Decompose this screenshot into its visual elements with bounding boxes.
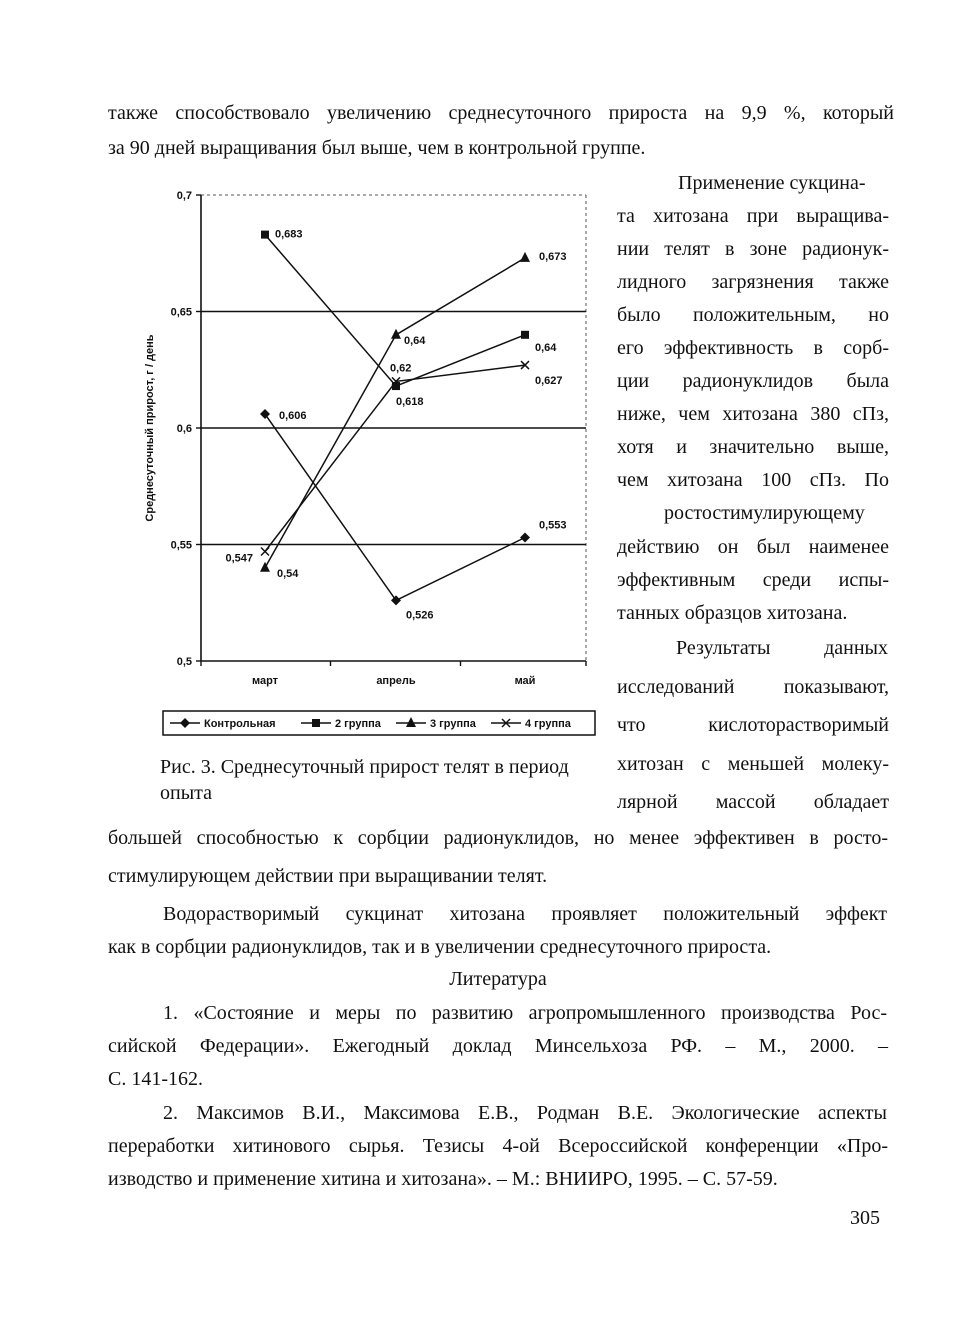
y-tick-label: 0,6 — [176, 423, 192, 435]
right-column-line: лярной массой обладает — [617, 791, 889, 813]
right-column-line: его эффективность в сорб- — [617, 337, 889, 359]
right-column-line: хитозан с меньшей молеку- — [617, 753, 889, 775]
reference-line: 2. Максимов В.И., Максимова Е.В., Родман В.Е. Экологические аспекты — [163, 1102, 887, 1124]
data-label: 0,606 — [279, 410, 307, 423]
right-column-line: нии телят в зоне радионук- — [617, 238, 889, 260]
body-text-line: стимулирующем действии при выращивании телят. — [108, 865, 548, 887]
right-column-line: чем хитозана 100 сПз. По — [617, 469, 889, 491]
body-text-line: как в сорбции радионуклидов, так и в увеличении среднесуточного прироста. — [108, 936, 772, 958]
right-column-line: что кислоторастворимый — [617, 714, 889, 736]
data-point — [406, 717, 416, 727]
data-label: 0,547 — [225, 552, 253, 565]
legend-label: 2 группа — [335, 718, 381, 730]
data-point — [520, 533, 530, 543]
data-label: 0,64 — [404, 334, 426, 347]
body-text-line: также способствовало увеличению среднесуточного прироста на 9,9 %, который — [108, 102, 894, 124]
right-column-line: эффективным среди испы- — [617, 569, 889, 591]
page-number: 305 — [850, 1207, 880, 1229]
data-point — [180, 718, 190, 728]
right-column-line: танных образцов хитозана. — [617, 602, 848, 624]
right-column-line: Применение сукцина- — [678, 172, 866, 194]
literature-heading: Литература — [449, 968, 547, 990]
data-point — [391, 329, 401, 339]
body-text-line: за 90 дней выращивания был выше, чем в контрольной группе. — [108, 137, 646, 159]
right-column-line: Результаты данных — [676, 637, 888, 659]
series-line — [265, 365, 525, 551]
y-tick-label: 0,5 — [176, 656, 192, 668]
x-tick-label: апрель — [376, 675, 416, 687]
reference-line: изводство и применение хитина и хитозана». – М.: ВНИИРО, 1995. – С. 57-59. — [108, 1168, 778, 1190]
right-column-line: хотя и значительно выше, — [617, 436, 889, 458]
data-label: 0,683 — [275, 228, 303, 241]
x-tick-label: май — [514, 675, 536, 687]
body-text-line: большей способностью к сорбции радионуклидов, но менее эффективен в росто- — [108, 827, 888, 849]
chart — [140, 180, 610, 740]
data-label: 0,618 — [396, 396, 424, 409]
data-label: 0,553 — [539, 519, 567, 532]
legend-label: 4 группа — [525, 718, 571, 730]
data-label: 0,62 — [390, 362, 412, 375]
reference-line: С. 141-162. — [108, 1068, 203, 1090]
body-text-line: Водорастворимый сукцинат хитозана проявляет положительный эффект — [163, 903, 887, 925]
reference-line: переработки хитинового сырья. Тезисы 4-ой Всероссийской конференции «Про- — [108, 1135, 888, 1157]
y-tick-label: 0,55 — [170, 539, 192, 552]
data-label: 0,526 — [406, 609, 434, 622]
data-point — [521, 331, 529, 339]
figure-caption: Рис. 3. Среднесуточный прирост телят в период опыта — [160, 756, 569, 804]
data-label: 0,64 — [535, 341, 557, 354]
y-tick-label: 0,65 — [170, 306, 192, 319]
right-column-line: ции радионуклидов была — [617, 370, 889, 392]
right-column-line: было положительным, но — [617, 304, 889, 326]
data-label: 0,627 — [535, 375, 563, 388]
y-tick-label: 0,7 — [176, 190, 192, 202]
legend-label: Контрольная — [204, 718, 276, 730]
data-point — [520, 252, 530, 262]
data-point — [260, 562, 270, 572]
reference-line: 1. «Состояние и меры по развитию агропромышленного производства Рос- — [163, 1002, 887, 1024]
data-point — [312, 719, 320, 727]
legend-label: 3 группа — [430, 718, 476, 730]
right-column-line: ростостимулирующему — [664, 502, 865, 524]
chart-svg — [140, 180, 610, 740]
right-column-line: лидного загрязнения также — [617, 271, 889, 293]
right-column-line: та хитозана при выращива- — [617, 205, 889, 227]
y-axis-title: Среднесуточный прирост, г / день — [144, 334, 156, 522]
data-label: 0,54 — [277, 567, 299, 580]
data-point — [260, 409, 270, 419]
data-point — [391, 595, 401, 605]
right-column-line: ниже, чем хитозана 380 сПз, — [617, 403, 889, 425]
right-column-line: действию он был наименее — [617, 536, 889, 558]
data-label: 0,673 — [539, 250, 567, 263]
right-column-line: исследований показывают, — [617, 676, 889, 698]
series-line — [265, 414, 525, 600]
reference-line: сийской Федерации». Ежегодный доклад Минсельхоза РФ. – М., 2000. – — [108, 1035, 888, 1057]
data-point — [261, 231, 269, 239]
x-tick-label: март — [251, 675, 279, 687]
